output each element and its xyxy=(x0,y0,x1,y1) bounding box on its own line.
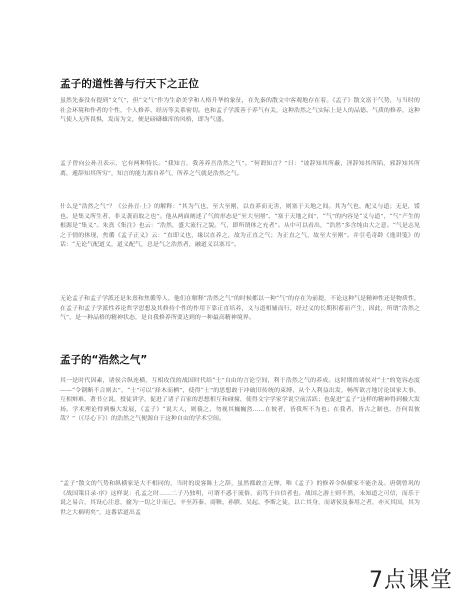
page-title: 孟子的道性善与行天下之正位 xyxy=(60,78,200,90)
paragraph-6: “孟子”散文的气势和纵横家是大不相同的，当时的说客陈士之辞，虽然都敢言无惮，唯《孟子》的修养令纵横家不能企及。唐朝曾巩的《战国策目录·序》这样说：孔孟之时……二子乃独明，可谓不惑于流俗，而笃于自信者也。战国之游士则不然，未知道之可信，而乐于说之易合，其设心注意，偷为一切之计而已。辛至苏秦、商鞅、孙膑、吴起、李斯之徒，以亡其身，而诸侯及秦用之者，亦灭其国，其为世之大祸明矣”，这番话道出孟 xyxy=(60,481,420,516)
paragraph-4: 无论孟子和孟子学派还是朱熹和焦循等人，他们在解释“浩然之气”的时候都以一种“气”的存在为前提，不论这种气是精神性还是物质性，在孟子和孟子学派性养论哲学思想及其修持个性的作用下靠正直培养，义与道相辅而行，经过义的长期积蓄而产生，因此，所谓“浩然之气”，是一种品格的精神状态，是自我修养所要达到的一种最高精神境界。 xyxy=(60,296,420,322)
paragraph-3: 什么是“浩然之气”？《公孙丑·上》的解释：“其为气也，至大至刚，以直养而无害，则塞于天地之间。其为气也，配义与道；无是，馁也。是集义所生者，非义袭而取之也”。他从两面阐述了气的形态是“至大至刚”、“塞于天地之间”，“气”的内容是“义与道”，“气”产生的根源是“集义”。朱熹《集注》也云：“浩然，盛大流行之貌。气，即所谓体之充者”。从中可以看出，“浩然”多含纯由大之意。“气是志见之于情的体现，焦循《孟子正义》云：“直即义也，缘以直养之，故为正直之气；为正直之气，故至大至刚”。并引毛奇龄《逸讲笺》的话：“无论气配道义，道义配气，总是气之浩然者，融道义以塞耳”。 xyxy=(60,204,420,249)
section-heading: 孟子的“浩然之气” xyxy=(60,354,148,366)
paragraph-1: 虽然先秦没有提到“文气”，但“文气”作为生命美学和人格升华的象征，在先秦的散文中客观地存在着。《孟子》散文富于气势，与当时的社会环境和作者的个性，个人修养、经历等关系密切。也和孟子学派善于养气有关，这种浩然之气实际上是人的品德、气质的修养，这种气使人无所畏惧，发而为文，便是磅礴雄浑的风格，即为气盛。 xyxy=(60,98,420,124)
paragraph-2: 孟子曾向公孙丑表示，它有两种特长。“我知言，我善养吾浩然之气”。“何谓知言？”曰：“诐辞知其所蔽，淫辞知其所陷，邪辞知其所离，遁辞知其所穷”，知言的能力源自养气，所养之气就是浩然之气。 xyxy=(60,161,420,177)
paragraph-5: 其一是时代因素，诸侯合纵连横，互相攻伐的战国时代给“士”自由的言论空间，利于浩然之气的养成。这时期的诸侯对“士”的宽容态度——“令钢断不合则去”，“士”可以“择木而栖”，使得“士”的思想敢于冲破旧传统的束缚，从个人利益出发，畅所欲言地讨论国家大事，互相辩难，著书立说，授徒讲学，促进了诸子百家的思想相互和碰撞，使得文字学家学说空前活跃；也促进“孟子”这样的精神得到极大发扬。学术理论得到极大发展，《孟子》“说大人，则藐之，勿视其巍巍然……在彼者，皆我所不为也；在我者，皆古之制也，吾何畏彼哉？”（《尽心下》）的浩然之气便源自于这种自由的学术空间。 xyxy=(60,378,420,423)
watermark-logo: 7点课堂 xyxy=(369,568,453,593)
